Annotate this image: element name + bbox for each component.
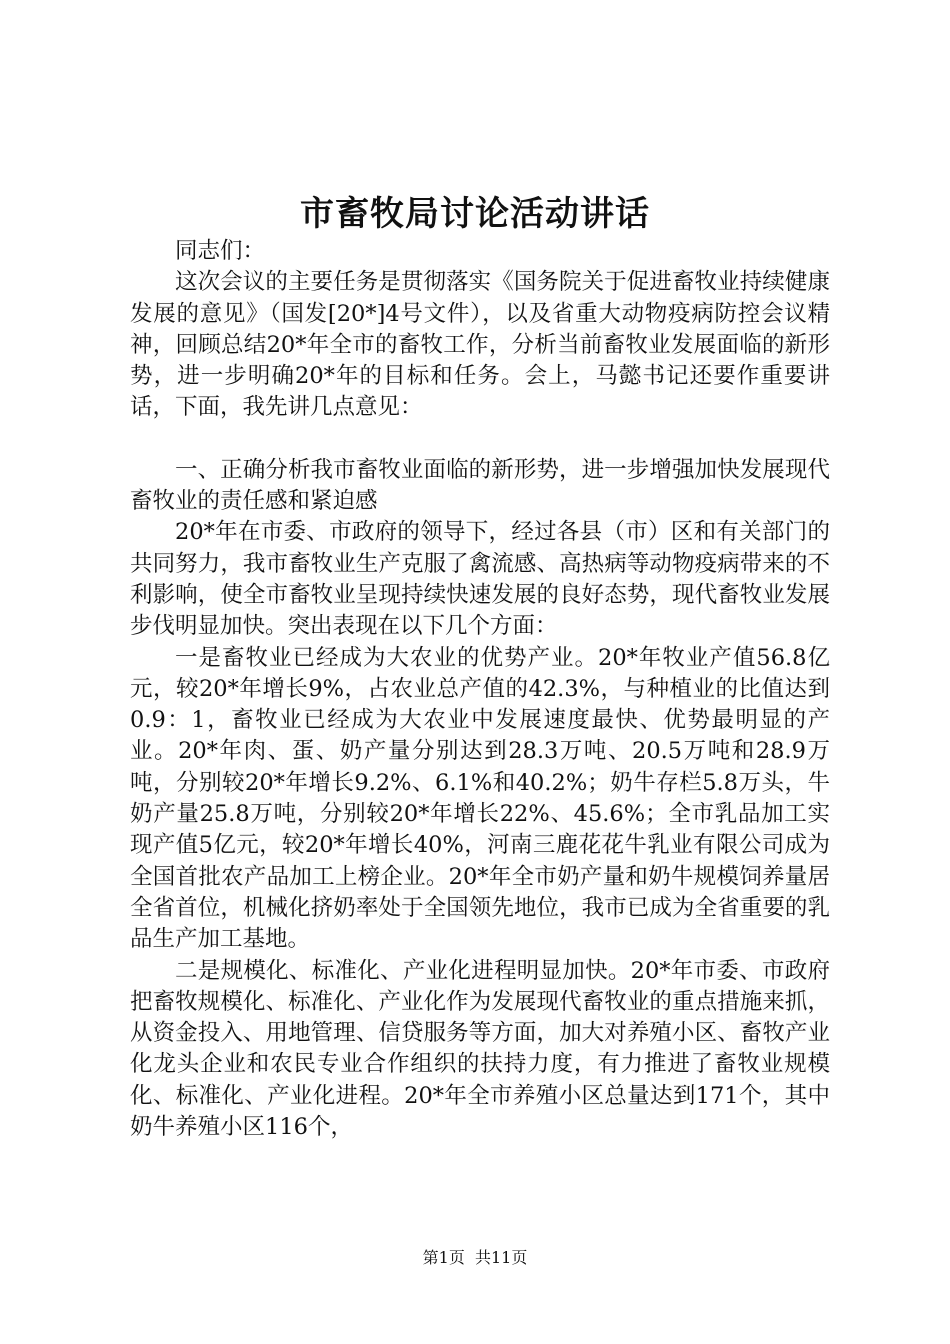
page-footer <box>0 1245 950 1268</box>
body-paragraph: 一是畜牧业已经成为大农业的优势产业。20*年牧业产值56.8亿元，较20*年增长9%，占农业总产值的42.3%，与种植业的比值达到0.9：1，畜牧业已经成为大农业中发展速度最快、优势最明显的产业。20*年肉、蛋、奶产量分别达到28.3万吨、20.5万吨和28.9万吨，分别较20*年增长9.2%、6.1%和40.2%；奶牛存栏5.8万头，牛奶产量25.8万吨，分别较20*年增长22%、45.6%；全市乳品加工实现产值5亿元，较20*年增长40%，河南三鹿花花牛乳业有限公司成为全国首批农产品加工上榜企业。20*年全市奶产量和奶牛规模饲养量居全省首位，机械化挤奶率处于全国领先地位，我市已成为全省重要的乳品生产加工基地。 <box>130 644 830 953</box>
body-paragraph: 二是规模化、标准化、产业化进程明显加快。20*年市委、市政府把畜牧规模化、标准化、产业化作为发展现代畜牧业的重点措施来抓，从资金投入、用地管理、信贷服务等方面，加大对养殖小区、畜牧产业化龙头企业和农民专业合作组织的扶持力度，有力推进了畜牧业规模化、标准化、产业化进程。20*年全市养殖小区总量达到171个，其中奶牛养殖小区116个， <box>130 957 830 1141</box>
body-paragraph: 20*年在市委、市政府的领导下，经过各县（市）区和有关部门的共同努力，我市畜牧业生产克服了禽流感、高热病等动物疫病带来的不利影响，使全市畜牧业呈现持续快速发展的良好态势，现代畜牧业发展步伐明显加快。突出表现在以下几个方面： <box>130 519 830 640</box>
page-number: 第1页 共11页 <box>422 1248 528 1267</box>
intro-paragraph: 这次会议的主要任务是贯彻落实《国务院关于促进畜牧业持续健康发展的意见》（国发[20*]4号文件），以及省重大动物疫病防控会议精神，回顾总结20*年全市的畜牧工作，分析当前畜牧业发展面临的新形势，进一步明确20*年的目标和任务。会上，马懿书记还要作重要讲话，下面，我先讲几点意见： <box>130 269 830 421</box>
section-heading: 一、正确分析我市畜牧业面临的新形势，进一步增强加快发展现代畜牧业的责任感和紧迫感 <box>130 456 830 515</box>
salutation: 同志们： <box>175 238 266 264</box>
document-body <box>130 236 830 1143</box>
document-title: 市畜牧局讨论活动讲话 <box>300 194 650 234</box>
